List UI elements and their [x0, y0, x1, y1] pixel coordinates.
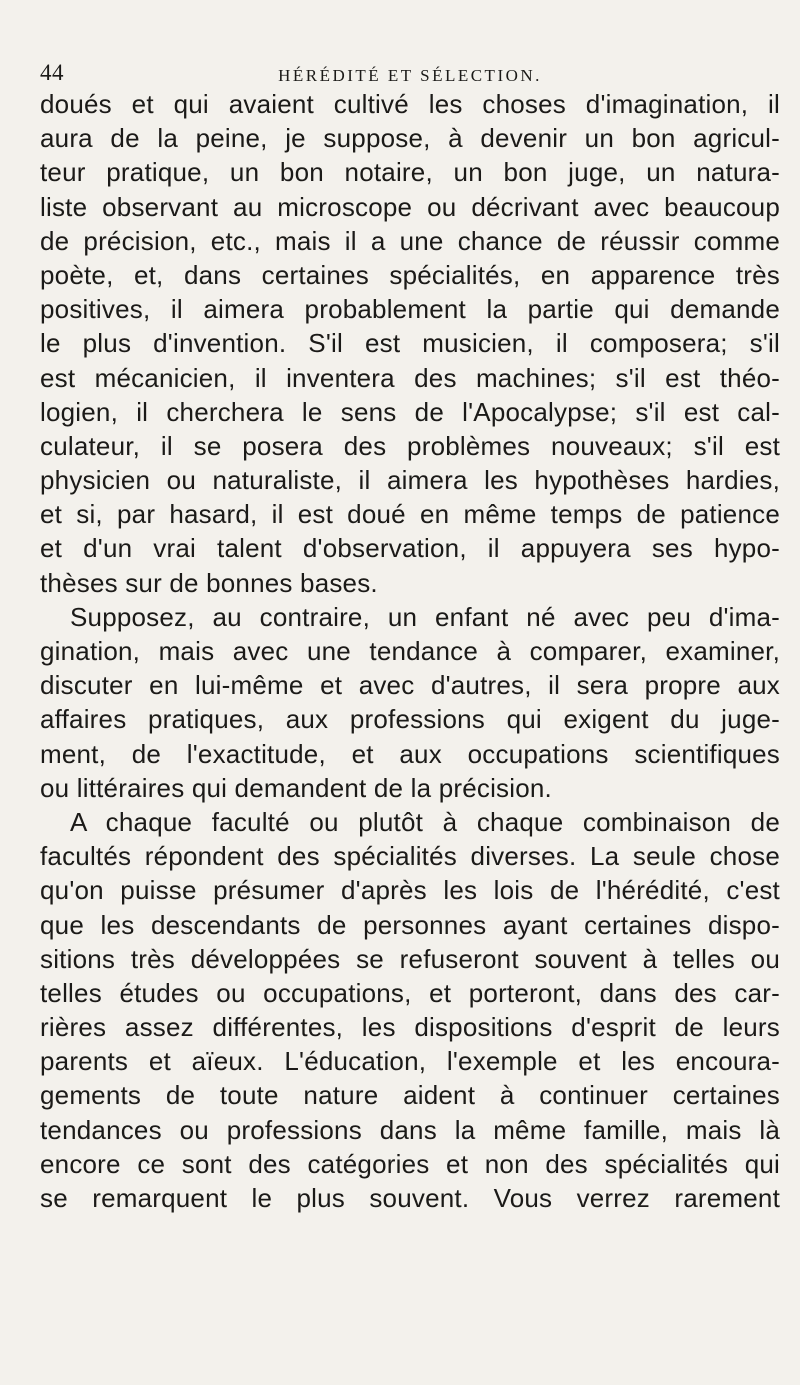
- text-line: telles études ou occupations, et porteront, dans des car-: [40, 977, 780, 1008]
- body-text: [40, 87, 780, 1215]
- text-line: et si, par hasard, il est doué en même temps de patience: [40, 499, 780, 530]
- text-line: sitions très développées se refuseront souvent à telles ou: [40, 943, 780, 974]
- text-line: ment, de l'exactitude, et aux occupations scientifiques: [40, 738, 780, 769]
- text-line: poète, et, dans certaines spécialités, en apparence très: [40, 259, 780, 290]
- text-line: Supposez, au contraire, un enfant né avec peu d'ima-: [70, 601, 780, 632]
- text-line: gination, mais avec une tendance à comparer, examiner,: [40, 636, 780, 666]
- text-line: A chaque faculté ou plutôt à chaque combinaison de: [70, 806, 780, 837]
- text-line: gements de toute nature aident à continuer certaines: [40, 1080, 780, 1111]
- text-line: que les descendants de personnes ayant certaines dispo-: [40, 909, 780, 940]
- page-header: [40, 60, 780, 90]
- page-number: 44: [40, 60, 64, 85]
- text-line: affaires pratiques, aux professions qui exigent du juge-: [40, 704, 780, 735]
- text-line: qu'on puisse présumer d'après les lois de l'hérédité, c'est: [40, 875, 780, 906]
- text-line: thèses sur de bonnes bases.: [40, 567, 378, 598]
- text-line: tendances ou professions dans la même famille, mais là: [40, 1114, 780, 1145]
- text-line: aura de la peine, je suppose, à devenir un bon agricul-: [40, 123, 780, 154]
- text-line: teur pratique, un bon notaire, un bon juge, un natura-: [40, 157, 780, 188]
- text-line: parents et aïeux. L'éducation, l'exemple et les encoura-: [40, 1046, 780, 1077]
- text-line: encore ce sont des catégories et non des spécialités qui: [40, 1148, 780, 1179]
- text-line: physicien ou naturaliste, il aimera les hypothèses hardies,: [40, 465, 780, 496]
- text-line: est mécanicien, il inventera des machines; s'il est théo-: [40, 362, 780, 393]
- text-line: discuter en lui-même et avec d'autres, il sera propre aux: [40, 670, 780, 701]
- text-line: doués et qui avaient cultivé les choses d'imagination, il: [40, 89, 780, 119]
- text-line: liste observant au microscope ou décrivant avec beaucoup: [40, 191, 780, 222]
- text-line: rières assez différentes, les dispositions d'esprit de leurs: [40, 1012, 780, 1043]
- text-line: positives, il aimera probablement la partie qui demande: [40, 294, 780, 325]
- text-line: se remarquent le plus souvent. Vous verrez rarement: [40, 1183, 780, 1213]
- text-line: de précision, etc., mais il a une chance de réussir comme: [40, 225, 780, 256]
- text-line: culateur, il se posera des problèmes nouveaux; s'il est: [40, 430, 780, 461]
- text-line: et d'un vrai talent d'observation, il appuyera ses hypo-: [40, 533, 780, 564]
- text-line: le plus d'invention. S'il est musicien, il composera; s'il: [40, 328, 780, 359]
- text-line: logien, il cherchera le sens de l'Apocalypse; s'il est cal-: [40, 396, 780, 427]
- text-line: ou littéraires qui demandent de la précision.: [40, 772, 552, 803]
- text-line: facultés répondent des spécialités diverses. La seule chose: [40, 841, 780, 872]
- running-title: HÉRÉDITÉ ET SÉLECTION.: [278, 66, 542, 85]
